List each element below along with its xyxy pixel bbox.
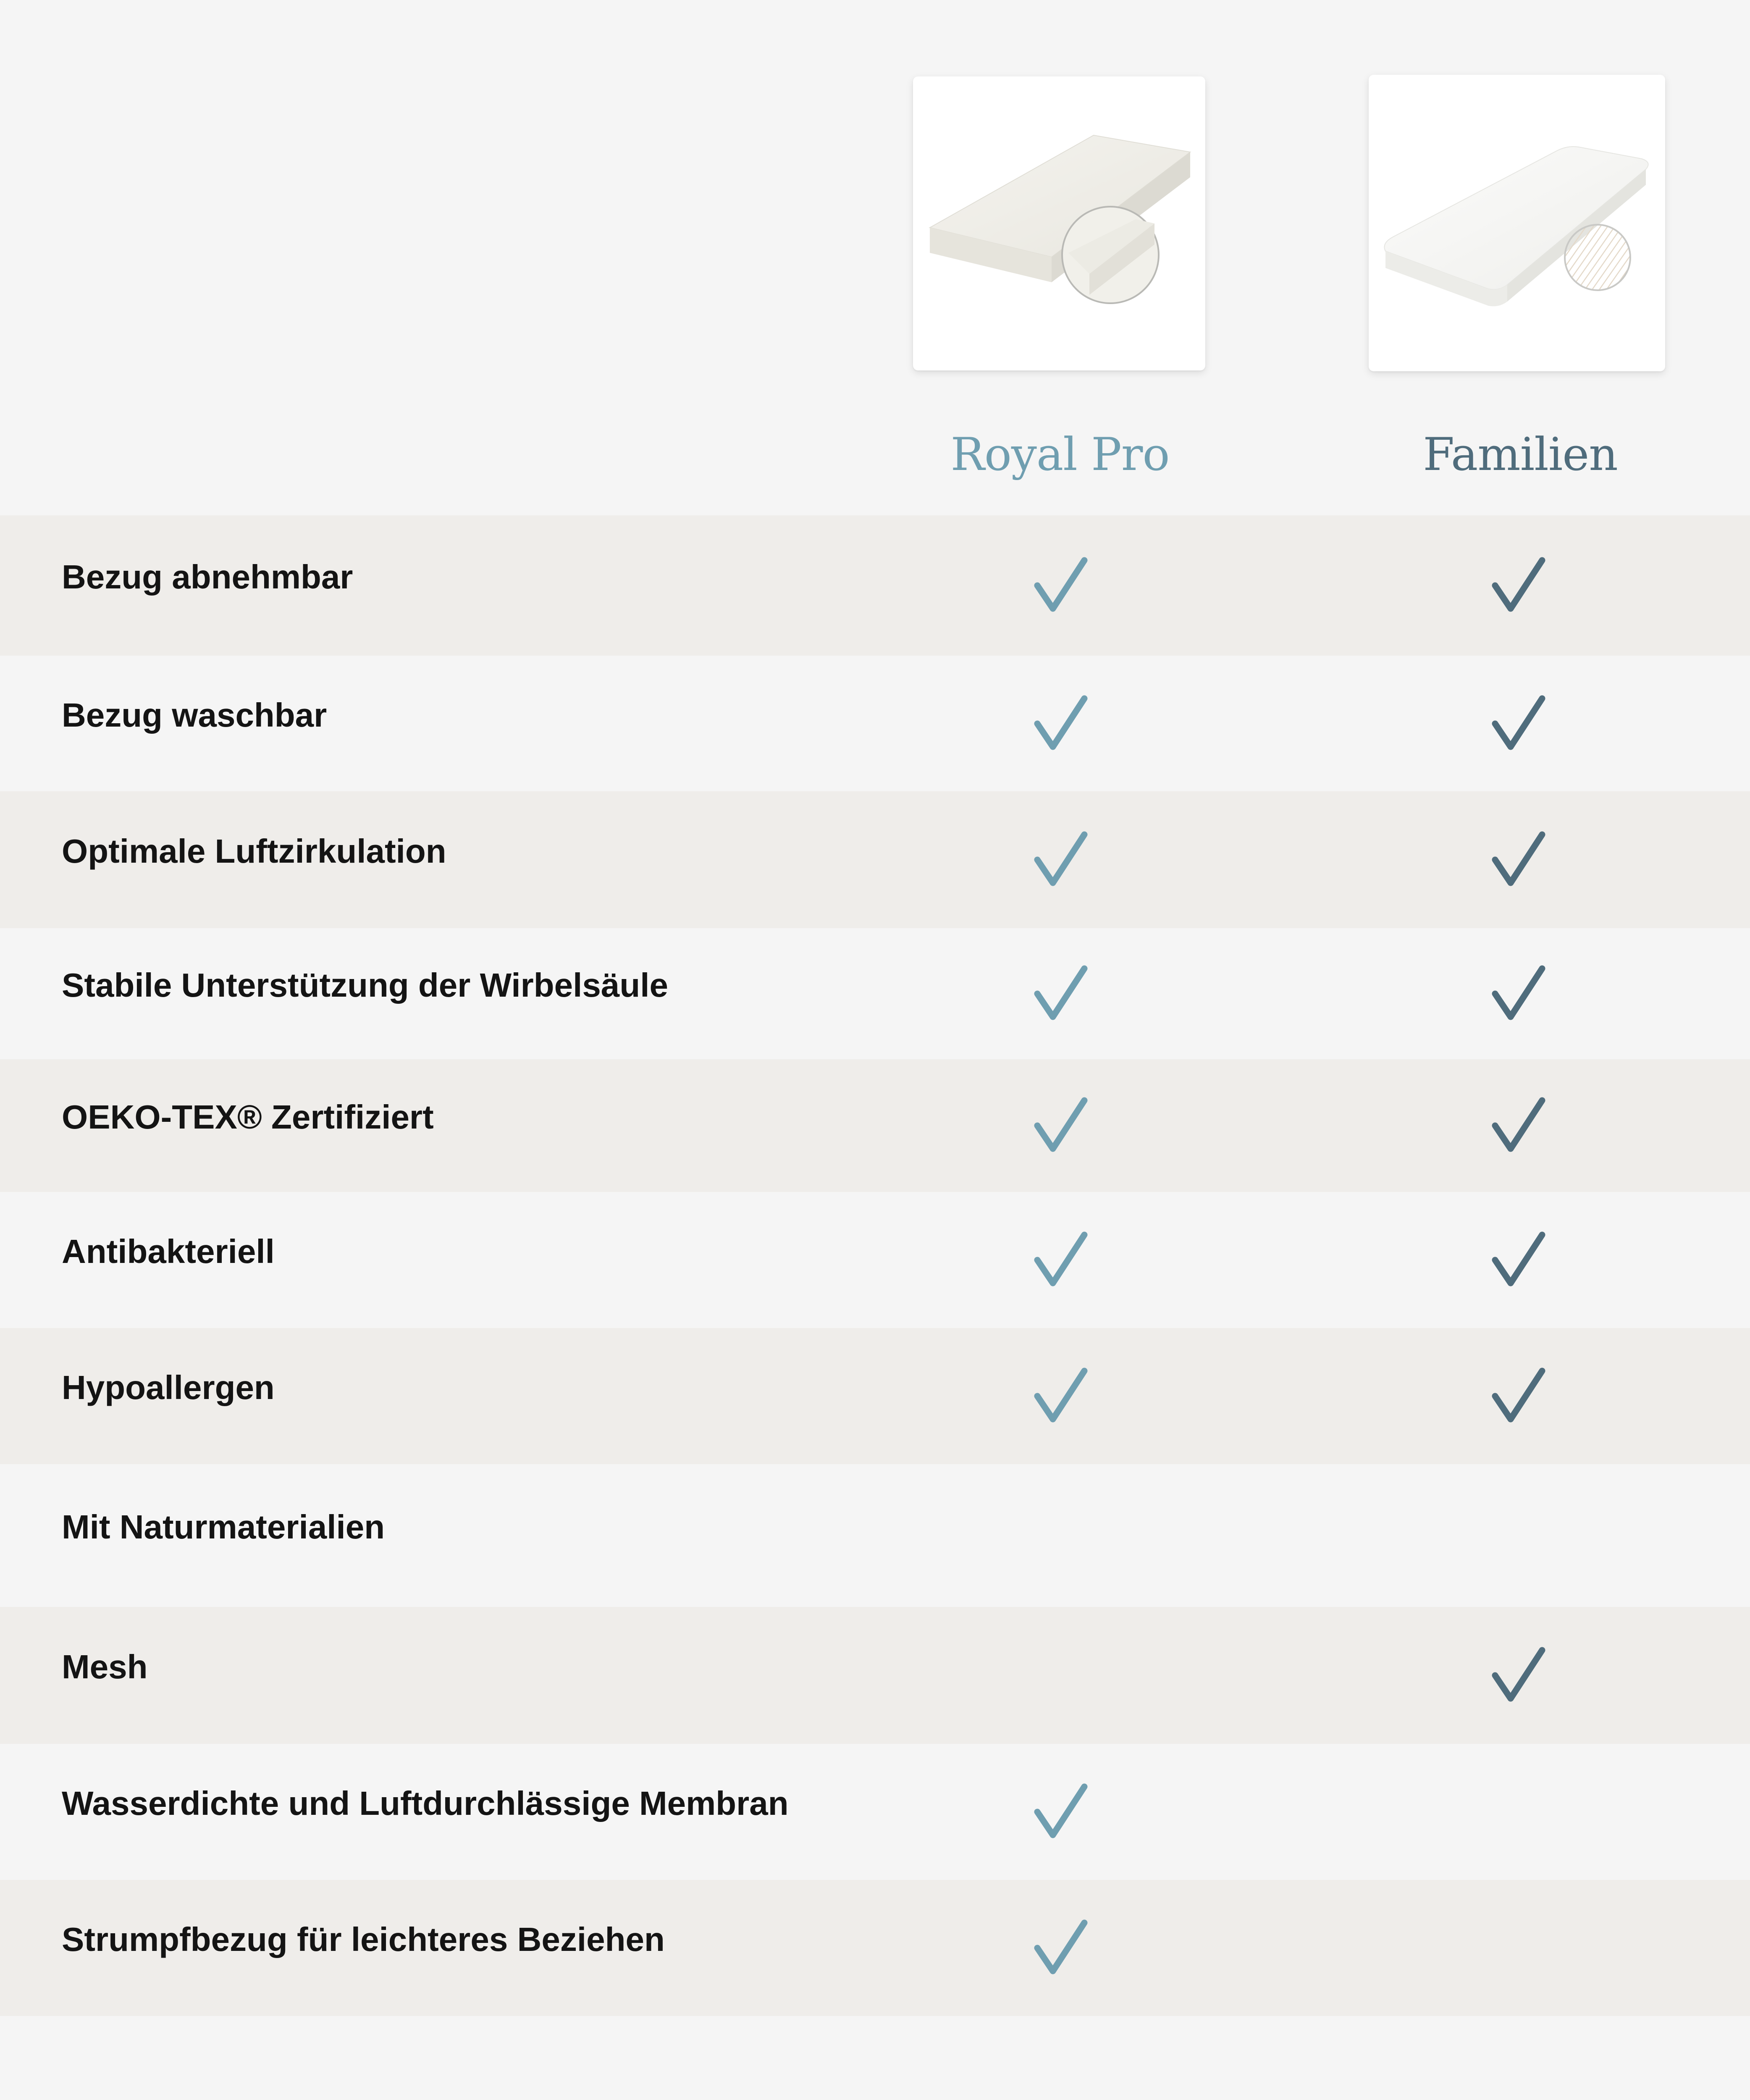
mattress-royal-pro-image [913,76,1205,370]
checkmark-icon [1029,1228,1092,1292]
feature-label: Bezug waschbar [62,696,327,734]
feature-label: Antibakteriell [62,1233,275,1270]
checkmark-icon [1029,1780,1092,1843]
table-row [0,1607,1750,1744]
checkmark-icon [1029,828,1092,891]
checkmark-icon [1029,554,1092,617]
feature-label: Stabile Unterstützung der Wirbelsäule [62,966,668,1004]
checkmark-icon [1029,1365,1092,1428]
table-row [0,1880,1750,2016]
feature-label: Hypoallergen [62,1369,275,1406]
table-row [0,1192,1750,1328]
checkmark-icon [1029,1094,1092,1157]
table-row [0,515,1750,656]
table-row [0,791,1750,928]
checkmark-icon [1487,962,1550,1025]
checkmark-icon [1029,1916,1092,1979]
table-row [0,1744,1750,1880]
feature-label: Mesh [62,1648,148,1685]
checkmark-icon [1487,692,1550,755]
table-row [0,1059,1750,1192]
checkmark-icon [1029,692,1092,755]
table-row [0,1464,1750,1607]
checkmark-icon [1029,962,1092,1025]
mattress-familien-image [1369,75,1665,371]
feature-label: OEKO-TEX® Zertifiziert [62,1098,434,1136]
checkmark-icon [1487,554,1550,617]
feature-label: Strumpfbezug für leichteres Beziehen [62,1921,665,1958]
product-name-familien: Familien [1423,428,1618,481]
product-image-familien [1369,75,1665,371]
feature-label: Wasserdichte und Luftdurchlässige Membran [62,1785,789,1822]
feature-label: Mit Naturmaterialien [62,1508,385,1546]
table-row [0,1328,1750,1464]
feature-label: Bezug abnehmbar [62,558,353,596]
checkmark-icon [1487,1644,1550,1707]
feature-label: Optimale Luftzirkulation [62,832,446,870]
product-name-royal-pro: Royal Pro [950,428,1170,481]
table-row [0,928,1750,1059]
product-image-royal-pro [913,76,1205,370]
checkmark-icon [1487,1228,1550,1292]
table-row [0,656,1750,791]
checkmark-icon [1487,1094,1550,1157]
checkmark-icon [1487,1365,1550,1428]
checkmark-icon [1487,828,1550,891]
